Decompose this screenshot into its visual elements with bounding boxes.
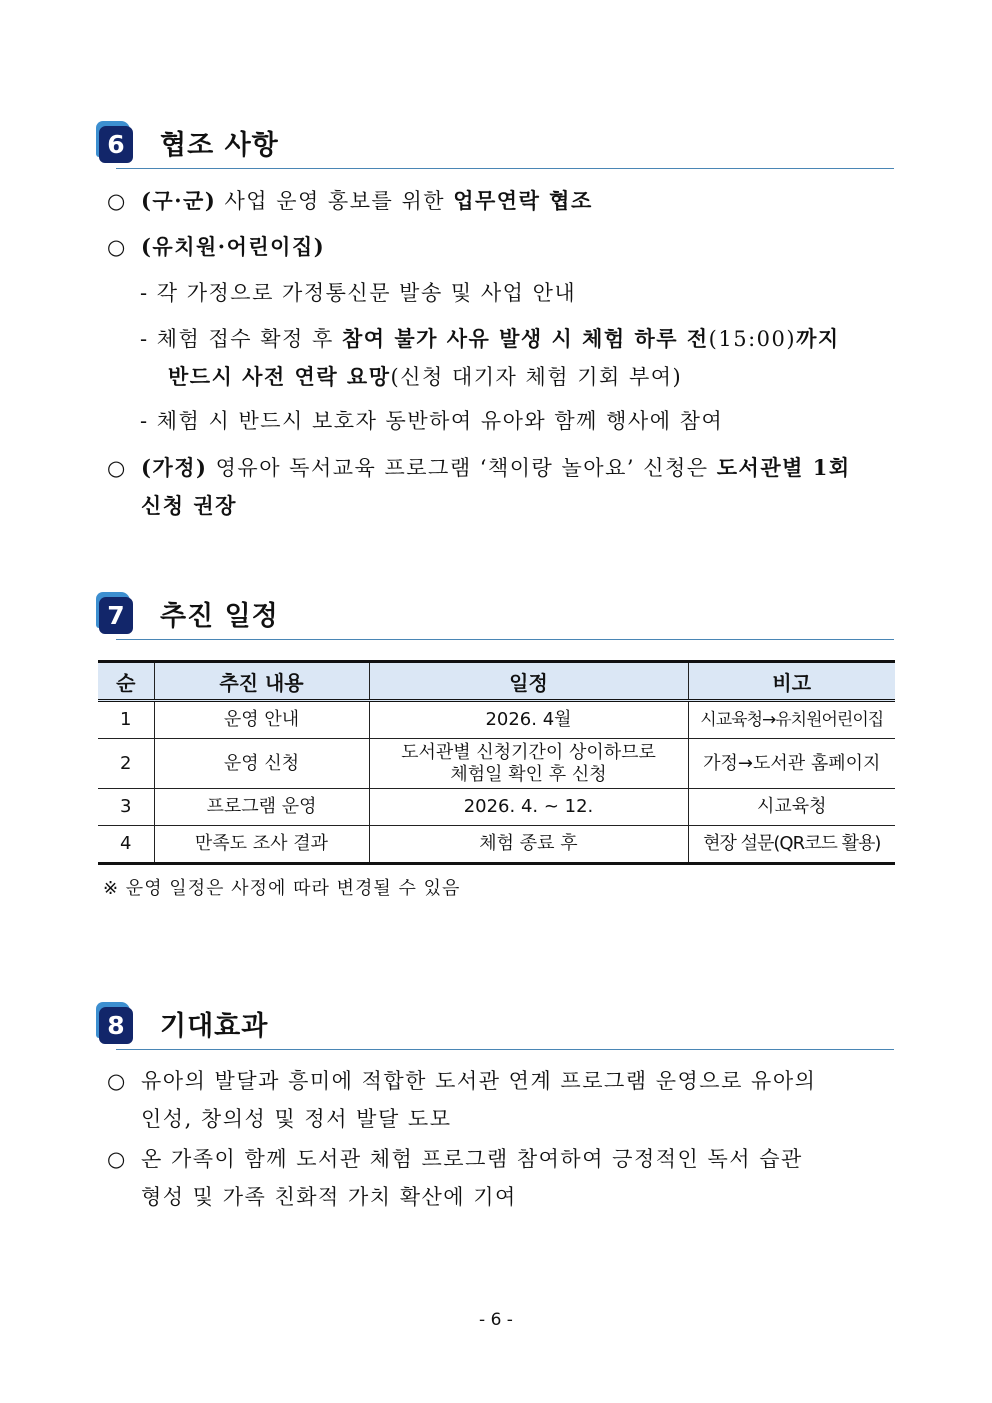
table-row [98,739,895,789]
circle-bullet-icon: ○ [107,1147,127,1171]
cell-task: 운영 안내 [154,701,369,739]
section-divider [116,639,894,640]
cell-note: 가정→도서관 홈페이지 [688,739,895,789]
circle-bullet-icon: ○ [107,235,127,259]
cell-task: 프로그램 운영 [154,789,369,826]
section-divider [116,168,894,169]
section-title: 추진 일정 [160,601,279,632]
cell-schedule: 도서관별 신청기간이 상이하므로 체험일 확인 후 신청 [369,739,688,789]
section-number-badge [96,121,136,165]
section-divider [116,1049,894,1050]
list-item: ○ (유치원·어린이집) [107,228,897,266]
section-number: 8 [99,1007,133,1044]
cell-note: 시교육청 [688,789,895,826]
table-row [98,826,895,864]
circle-bullet-icon: ○ [107,1069,127,1093]
section-title: 협조 사항 [160,130,279,161]
column-header-schedule: 일정 [369,662,688,701]
cell-order: 2 [98,739,154,789]
sub-list-item: - 체험 시 반드시 보호자 동반하여 유아와 함께 행사에 참여 [140,409,724,433]
cell-task: 만족도 조사 결과 [154,826,369,864]
section-8-header [94,998,894,1052]
section-number: 7 [99,597,133,634]
cell-note: 시교육청→유치원어린이집 [688,701,895,739]
section-title: 기대효과 [160,1011,269,1042]
cell-schedule: 체험 종료 후 [369,826,688,864]
cell-order: 3 [98,789,154,826]
circle-bullet-icon: ○ [107,189,127,213]
table-row [98,789,895,826]
section-number-badge [96,592,136,636]
list-item: ○ (가정) 영유아 독서교육 프로그램 ‘책이랑 놀아요’ 신청은 도서관별 1회 신청 권장 [107,449,897,525]
cell-note: 현장 설문(QR코드 활용) [688,826,895,864]
schedule-table [98,660,895,865]
list-item: ○ (구·군) 사업 운영 홍보를 위한 업무연락 협조 [107,182,897,220]
sub-list-item: - 각 가정으로 가정통신문 발송 및 사업 안내 [140,281,577,305]
column-header-task: 추진 내용 [154,662,369,701]
cell-schedule: 2026. 4. ~ 12. [369,789,688,826]
page-number: - 6 - [479,1310,513,1330]
cell-schedule: 2026. 4월 [369,701,688,739]
list-item: ○ 온 가족이 함께 도서관 체험 프로그램 참여하여 긍정적인 독서 습관 형성 및 가족 친화적 가치 확산에 기여 [107,1140,897,1216]
table-row [98,701,895,739]
column-header-note: 비고 [688,662,895,701]
circle-bullet-icon: ○ [107,456,127,480]
schedule-note: ※ 운영 일정은 사정에 따라 변경될 수 있음 [103,878,461,899]
list-item: ○ 유아의 발달과 흥미에 적합한 도서관 연계 프로그램 운영으로 유아의 인성, 창의성 및 정서 발달 도모 [107,1062,897,1138]
column-header-order: 순 [98,662,154,701]
cell-task: 운영 신청 [154,739,369,789]
cell-order: 1 [98,701,154,739]
section-7-header [94,588,894,642]
cell-order: 4 [98,826,154,864]
section-6-header [94,117,894,171]
table-header-row [98,662,895,701]
sub-list-item: - 체험 접수 확정 후 참여 불가 사유 발생 시 체험 하루 전(15:00)까지 반드시 사전 연락 요망(신청 대기자 체험 기회 부여) [140,326,840,389]
section-number: 6 [99,126,133,163]
section-number-badge [96,1002,136,1046]
